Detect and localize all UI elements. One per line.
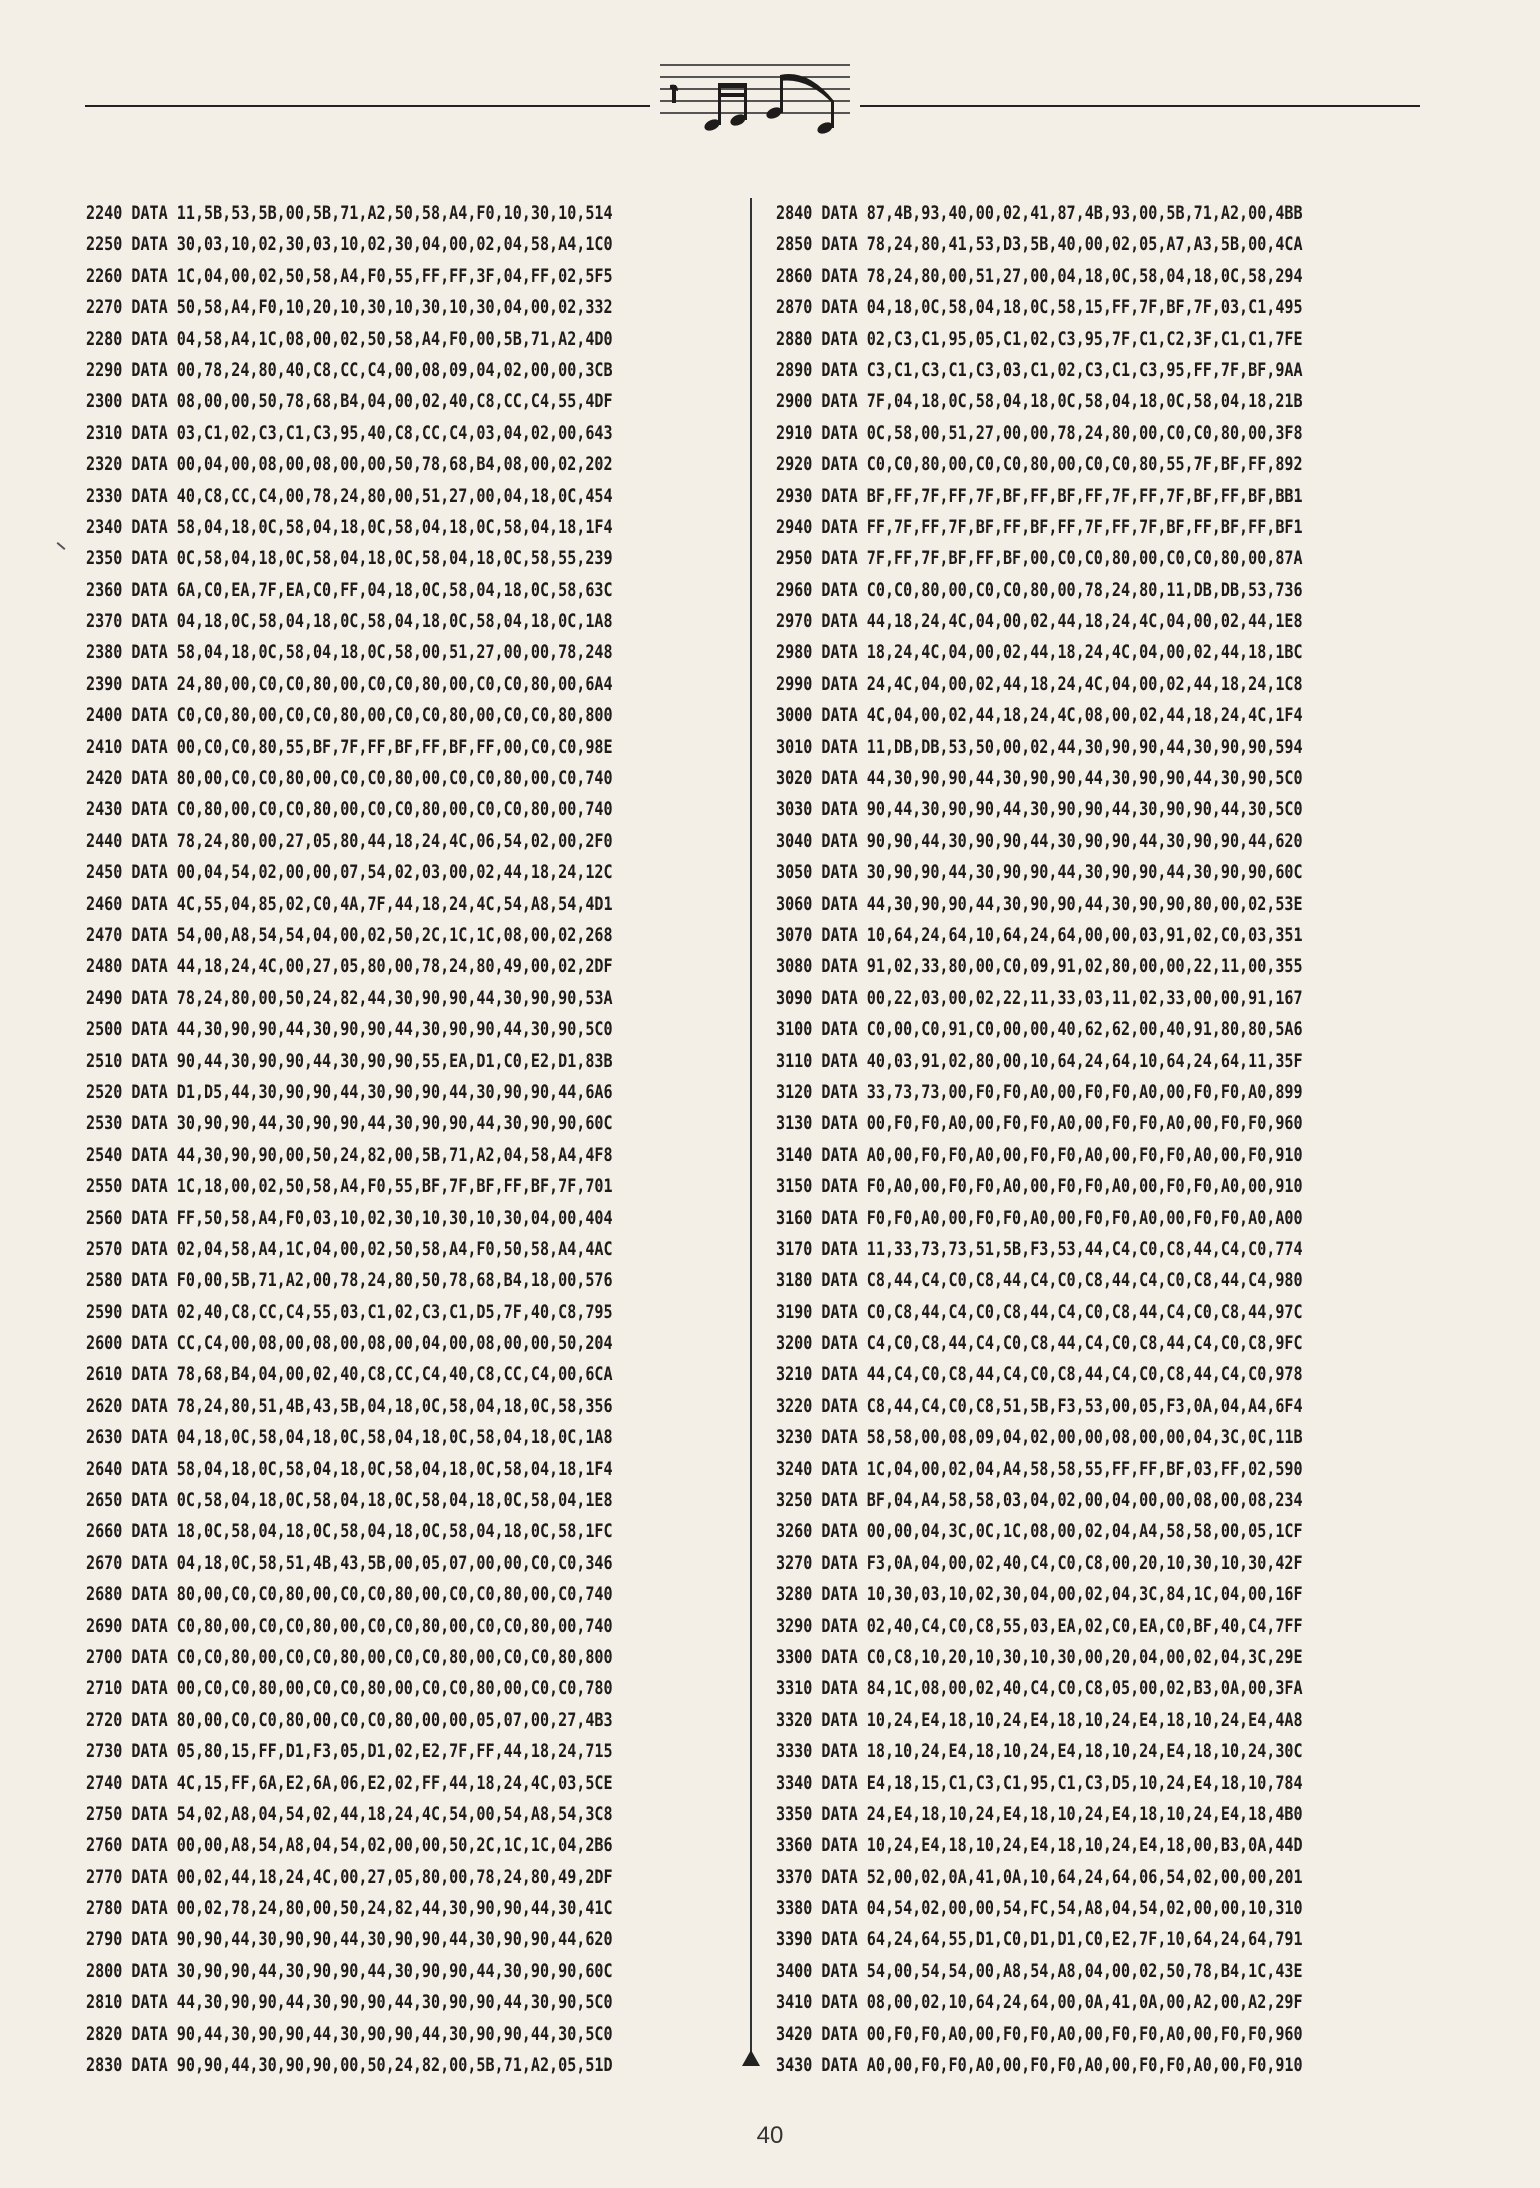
data-line: 3270 DATA F3,0A,04,00,02,40,C4,C0,C8,00,20,10,30,10,30,42F bbox=[776, 1552, 1303, 1574]
data-line: 2790 DATA 90,90,44,30,90,90,44,30,90,90,44,30,90,90,44,620 bbox=[86, 1929, 613, 1951]
data-line: 3220 DATA C8,44,C4,C0,C8,51,5B,F3,53,00,05,F3,0A,04,A4,6F4 bbox=[776, 1395, 1303, 1417]
data-line: 3210 DATA 44,C4,C0,C8,44,C4,C0,C8,44,C4,C0,C8,44,C4,C0,978 bbox=[776, 1364, 1303, 1386]
data-line: 3310 DATA 84,1C,08,00,02,40,C4,C0,C8,05,00,02,B3,0A,00,3FA bbox=[776, 1678, 1303, 1700]
page-header bbox=[0, 0, 1540, 150]
data-line: 2680 DATA 80,00,C0,C0,80,00,C0,C0,80,00,C0,C0,80,00,C0,740 bbox=[86, 1584, 613, 1606]
data-line: 3280 DATA 10,30,03,10,02,30,04,00,02,04,3C,84,1C,04,00,16F bbox=[776, 1584, 1303, 1606]
data-line: 2820 DATA 90,44,30,90,90,44,30,90,90,44,30,90,90,44,30,5C0 bbox=[86, 2023, 613, 2045]
data-line: 3010 DATA 11,DB,DB,53,50,00,02,44,30,90,90,44,30,90,90,594 bbox=[776, 736, 1303, 758]
data-line: 2730 DATA 05,80,15,FF,D1,F3,05,D1,02,E2,7F,FF,44,18,24,715 bbox=[86, 1741, 613, 1763]
data-line: 3350 DATA 24,E4,18,10,24,E4,18,10,24,E4,18,10,24,E4,18,4B0 bbox=[776, 1803, 1303, 1825]
data-line: 2660 DATA 18,0C,58,04,18,0C,58,04,18,0C,58,04,18,0C,58,1FC bbox=[86, 1521, 613, 1543]
data-line: 2810 DATA 44,30,90,90,44,30,90,90,44,30,90,90,44,30,90,5C0 bbox=[86, 1992, 613, 2014]
data-line: 2380 DATA 58,04,18,0C,58,04,18,0C,58,00,51,27,00,00,78,248 bbox=[86, 642, 613, 664]
data-line: 3020 DATA 44,30,90,90,44,30,90,90,44,30,90,90,44,30,90,5C0 bbox=[776, 768, 1303, 790]
data-line: 2950 DATA 7F,FF,7F,BF,FF,BF,00,C0,C0,80,00,C0,C0,80,00,87A bbox=[776, 548, 1303, 570]
data-line: 3260 DATA 00,00,04,3C,0C,1C,08,00,02,04,A4,58,58,00,05,1CF bbox=[776, 1521, 1303, 1543]
data-line: 2470 DATA 54,00,A8,54,54,04,00,02,50,2C,1C,1C,08,00,02,268 bbox=[86, 924, 613, 946]
data-line: 2290 DATA 00,78,24,80,40,C8,CC,C4,00,08,09,04,02,00,00,3CB bbox=[86, 359, 613, 381]
data-line: 3070 DATA 10,64,24,64,10,64,24,64,00,00,03,91,02,C0,03,351 bbox=[776, 924, 1303, 946]
data-line: 2530 DATA 30,90,90,44,30,90,90,44,30,90,90,44,30,90,90,60C bbox=[86, 1113, 613, 1135]
data-line: 2310 DATA 03,C1,02,C3,C1,C3,95,40,C8,CC,C4,03,04,02,00,643 bbox=[86, 422, 613, 444]
data-line: 2500 DATA 44,30,90,90,44,30,90,90,44,30,90,90,44,30,90,5C0 bbox=[86, 1019, 613, 1041]
data-line: 3430 DATA A0,00,F0,F0,A0,00,F0,F0,A0,00,F0,F0,A0,00,F0,910 bbox=[776, 2055, 1303, 2077]
data-line: 2710 DATA 00,C0,C0,80,00,C0,C0,80,00,C0,C0,80,00,C0,C0,780 bbox=[86, 1678, 613, 1700]
data-line: 2430 DATA C0,80,00,C0,C0,80,00,C0,C0,80,00,C0,C0,80,00,740 bbox=[86, 799, 613, 821]
data-line: 3200 DATA C4,C0,C8,44,C4,C0,C8,44,C4,C0,C8,44,C4,C0,C8,9FC bbox=[776, 1333, 1303, 1355]
data-line: 3120 DATA 33,73,73,00,F0,F0,A0,00,F0,F0,A0,00,F0,F0,A0,899 bbox=[776, 1081, 1303, 1103]
data-line: 2990 DATA 24,4C,04,00,02,44,18,24,4C,04,00,02,44,18,24,1C8 bbox=[776, 673, 1303, 695]
data-line: 3410 DATA 08,00,02,10,64,24,64,00,0A,41,0A,00,A2,00,A2,29F bbox=[776, 1992, 1303, 2014]
data-line: 2400 DATA C0,C0,80,00,C0,C0,80,00,C0,C0,80,00,C0,C0,80,800 bbox=[86, 705, 613, 727]
data-line: 3000 DATA 4C,04,00,02,44,18,24,4C,08,00,02,44,18,24,4C,1F4 bbox=[776, 705, 1303, 727]
data-line: 2410 DATA 00,C0,C0,80,55,BF,7F,FF,BF,FF,BF,FF,00,C0,C0,98E bbox=[86, 736, 613, 758]
data-line: 3420 DATA 00,F0,F0,A0,00,F0,F0,A0,00,F0,F0,A0,00,F0,F0,960 bbox=[776, 2023, 1303, 2045]
data-line: 3190 DATA C0,C8,44,C4,C0,C8,44,C4,C0,C8,44,C4,C0,C8,44,97C bbox=[776, 1301, 1303, 1323]
data-line: 3380 DATA 04,54,02,00,00,54,FC,54,A8,04,54,02,00,00,10,310 bbox=[776, 1898, 1303, 1920]
data-line: 3320 DATA 10,24,E4,18,10,24,E4,18,10,24,E4,18,10,24,E4,4A8 bbox=[776, 1709, 1303, 1731]
data-line: 3140 DATA A0,00,F0,F0,A0,00,F0,F0,A0,00,F0,F0,A0,00,F0,910 bbox=[776, 1144, 1303, 1166]
data-line: 3370 DATA 52,00,02,0A,41,0A,10,64,24,64,06,54,02,00,00,201 bbox=[776, 1866, 1303, 1888]
data-line: 2970 DATA 44,18,24,4C,04,00,02,44,18,24,4C,04,00,02,44,1E8 bbox=[776, 611, 1303, 633]
margin-mark bbox=[57, 542, 66, 550]
data-line: 2390 DATA 24,80,00,C0,C0,80,00,C0,C0,80,00,C0,C0,80,00,6A4 bbox=[86, 673, 613, 695]
data-line: 2890 DATA C3,C1,C3,C1,C3,03,C1,02,C3,C1,C3,95,FF,7F,BF,9AA bbox=[776, 359, 1303, 381]
data-line: 2930 DATA BF,FF,7F,FF,7F,BF,FF,BF,FF,7F,FF,7F,BF,FF,BF,BB1 bbox=[776, 485, 1303, 507]
data-line: 2860 DATA 78,24,80,00,51,27,00,04,18,0C,58,04,18,0C,58,294 bbox=[776, 265, 1303, 287]
data-line: 2720 DATA 80,00,C0,C0,80,00,C0,C0,80,00,00,05,07,00,27,4B3 bbox=[86, 1709, 613, 1731]
data-line: 2830 DATA 90,90,44,30,90,90,00,50,24,82,00,5B,71,A2,05,51D bbox=[86, 2055, 613, 2077]
data-line: 2280 DATA 04,58,A4,1C,08,00,02,50,58,A4,F0,00,5B,71,A2,4D0 bbox=[86, 328, 613, 350]
data-line: 3110 DATA 40,03,91,02,80,00,10,64,24,64,10,64,24,64,11,35F bbox=[776, 1050, 1303, 1072]
data-line: 2460 DATA 4C,55,04,85,02,C0,4A,7F,44,18,24,4C,54,A8,54,4D1 bbox=[86, 893, 613, 915]
data-line: 3090 DATA 00,22,03,00,02,22,11,33,03,11,02,33,00,00,91,167 bbox=[776, 987, 1303, 1009]
data-line: 2300 DATA 08,00,00,50,78,68,B4,04,00,02,40,C8,CC,C4,55,4DF bbox=[86, 391, 613, 413]
data-line: 2700 DATA C0,C0,80,00,C0,C0,80,00,C0,C0,80,00,C0,C0,80,800 bbox=[86, 1646, 613, 1668]
data-line: 2910 DATA 0C,58,00,51,27,00,00,78,24,80,00,C0,C0,80,00,3F8 bbox=[776, 422, 1303, 444]
data-line: 2980 DATA 18,24,4C,04,00,02,44,18,24,4C,04,00,02,44,18,1BC bbox=[776, 642, 1303, 664]
data-line: 2920 DATA C0,C0,80,00,C0,C0,80,00,C0,C0,80,55,7F,BF,FF,892 bbox=[776, 454, 1303, 476]
data-line: 3030 DATA 90,44,30,90,90,44,30,90,90,44,30,90,90,44,30,5C0 bbox=[776, 799, 1303, 821]
data-line: 2960 DATA C0,C0,80,00,C0,C0,80,00,78,24,80,11,DB,DB,53,736 bbox=[776, 579, 1303, 601]
data-line: 3050 DATA 30,90,90,44,30,90,90,44,30,90,90,44,30,90,90,60C bbox=[776, 862, 1303, 884]
data-line: 3290 DATA 02,40,C4,C0,C8,55,03,EA,02,C0,EA,C0,BF,40,C4,7FF bbox=[776, 1615, 1303, 1637]
data-line: 3360 DATA 10,24,E4,18,10,24,E4,18,10,24,E4,18,00,B3,0A,44D bbox=[776, 1835, 1303, 1857]
data-line: 2800 DATA 30,90,90,44,30,90,90,44,30,90,90,44,30,90,90,60C bbox=[86, 1960, 613, 1982]
data-line: 3170 DATA 11,33,73,73,51,5B,F3,53,44,C4,C0,C8,44,C4,C0,774 bbox=[776, 1238, 1303, 1260]
data-line: 2590 DATA 02,40,C8,CC,C4,55,03,C1,02,C3,C1,D5,7F,40,C8,795 bbox=[86, 1301, 613, 1323]
data-line: 2780 DATA 00,02,78,24,80,00,50,24,82,44,30,90,90,44,30,41C bbox=[86, 1898, 613, 1920]
data-line: 2540 DATA 44,30,90,90,00,50,24,82,00,5B,71,A2,04,58,A4,4F8 bbox=[86, 1144, 613, 1166]
data-line: 2330 DATA 40,C8,CC,C4,00,78,24,80,00,51,27,00,04,18,0C,454 bbox=[86, 485, 613, 507]
data-line: 3040 DATA 90,90,44,30,90,90,44,30,90,90,44,30,90,90,44,620 bbox=[776, 830, 1303, 852]
data-line: 2580 DATA F0,00,5B,71,A2,00,78,24,80,50,78,68,B4,18,00,576 bbox=[86, 1270, 613, 1292]
data-line: 2420 DATA 80,00,C0,C0,80,00,C0,C0,80,00,C0,C0,80,00,C0,740 bbox=[86, 768, 613, 790]
data-line: 2490 DATA 78,24,80,00,50,24,82,44,30,90,90,44,30,90,90,53A bbox=[86, 987, 613, 1009]
data-line: 2480 DATA 44,18,24,4C,00,27,05,80,00,78,24,80,49,00,02,2DF bbox=[86, 956, 613, 978]
data-line: 2440 DATA 78,24,80,00,27,05,80,44,18,24,4C,06,54,02,00,2F0 bbox=[86, 830, 613, 852]
right-data-column bbox=[776, 198, 1418, 2081]
data-line: 2270 DATA 50,58,A4,F0,10,20,10,30,10,30,10,30,04,00,02,332 bbox=[86, 297, 613, 319]
data-line: 2770 DATA 00,02,44,18,24,4C,00,27,05,80,00,78,24,80,49,2DF bbox=[86, 1866, 613, 1888]
data-line: 2840 DATA 87,4B,93,40,00,02,41,87,4B,93,00,5B,71,A2,00,4BB bbox=[776, 203, 1303, 224]
data-line: 2880 DATA 02,C3,C1,95,05,C1,02,C3,95,7F,C1,C2,3F,C1,C1,7FE bbox=[776, 328, 1303, 350]
data-line: 2260 DATA 1C,04,00,02,50,58,A4,F0,55,FF,FF,3F,04,FF,02,5F5 bbox=[86, 265, 613, 287]
data-line: 2760 DATA 00,00,A8,54,A8,04,54,02,00,00,50,2C,1C,1C,04,2B6 bbox=[86, 1835, 613, 1857]
data-line: 3340 DATA E4,18,15,C1,C3,C1,95,C1,C3,D5,10,24,E4,18,10,784 bbox=[776, 1772, 1303, 1794]
data-line: 3100 DATA C0,00,C0,91,C0,00,00,40,62,62,00,40,91,80,80,5A6 bbox=[776, 1019, 1303, 1041]
data-line: 2340 DATA 58,04,18,0C,58,04,18,0C,58,04,18,0C,58,04,18,1F4 bbox=[86, 516, 613, 538]
data-line: 2600 DATA CC,C4,00,08,00,08,00,08,00,04,00,08,00,00,50,204 bbox=[86, 1333, 613, 1355]
data-line: 2520 DATA D1,D5,44,30,90,90,44,30,90,90,44,30,90,90,44,6A6 bbox=[86, 1081, 613, 1103]
data-line: 2640 DATA 58,04,18,0C,58,04,18,0C,58,04,18,0C,58,04,18,1F4 bbox=[86, 1458, 613, 1480]
data-line: 2740 DATA 4C,15,FF,6A,E2,6A,06,E2,02,FF,44,18,24,4C,03,5CE bbox=[86, 1772, 613, 1794]
up-arrow-icon bbox=[742, 2050, 760, 2066]
column-divider bbox=[750, 198, 752, 2060]
data-line: 2610 DATA 78,68,B4,04,00,02,40,C8,CC,C4,40,C8,CC,C4,00,6CA bbox=[86, 1364, 613, 1386]
data-line: 2670 DATA 04,18,0C,58,51,4B,43,5B,00,05,07,00,00,C0,C0,346 bbox=[86, 1552, 613, 1574]
data-line: 2550 DATA 1C,18,00,02,50,58,A4,F0,55,BF,7F,BF,FF,BF,7F,701 bbox=[86, 1176, 613, 1198]
data-line: 2510 DATA 90,44,30,90,90,44,30,90,90,55,EA,D1,C0,E2,D1,83B bbox=[86, 1050, 613, 1072]
data-line: 3300 DATA C0,C8,10,20,10,30,10,30,00,20,04,00,02,04,3C,29E bbox=[776, 1646, 1303, 1668]
data-line: 3130 DATA 00,F0,F0,A0,00,F0,F0,A0,00,F0,F0,A0,00,F0,F0,960 bbox=[776, 1113, 1303, 1135]
data-line: 2350 DATA 0C,58,04,18,0C,58,04,18,0C,58,04,18,0C,58,55,239 bbox=[86, 548, 613, 570]
data-line: 2630 DATA 04,18,0C,58,04,18,0C,58,04,18,0C,58,04,18,0C,1A8 bbox=[86, 1427, 613, 1449]
data-line: 2900 DATA 7F,04,18,0C,58,04,18,0C,58,04,18,0C,58,04,18,21B bbox=[776, 391, 1303, 413]
data-line: 3180 DATA C8,44,C4,C0,C8,44,C4,C0,C8,44,C4,C0,C8,44,C4,980 bbox=[776, 1270, 1303, 1292]
data-line: 2650 DATA 0C,58,04,18,0C,58,04,18,0C,58,04,18,0C,58,04,1E8 bbox=[86, 1490, 613, 1512]
data-line: 3080 DATA 91,02,33,80,00,C0,09,91,02,80,00,00,22,11,00,355 bbox=[776, 956, 1303, 978]
data-line: 2370 DATA 04,18,0C,58,04,18,0C,58,04,18,0C,58,04,18,0C,1A8 bbox=[86, 611, 613, 633]
data-line: 2250 DATA 30,03,10,02,30,03,10,02,30,04,00,02,04,58,A4,1C0 bbox=[86, 234, 613, 256]
data-line: 2450 DATA 00,04,54,02,00,00,07,54,02,03,00,02,44,18,24,12C bbox=[86, 862, 613, 884]
data-line: 3250 DATA BF,04,A4,58,58,03,04,02,00,04,00,00,08,00,08,234 bbox=[776, 1490, 1303, 1512]
data-line: 3230 DATA 58,58,00,08,09,04,02,00,00,08,00,00,04,3C,0C,11B bbox=[776, 1427, 1303, 1449]
data-line: 2870 DATA 04,18,0C,58,04,18,0C,58,15,FF,7F,BF,7F,03,C1,495 bbox=[776, 297, 1303, 319]
music-notes-icon bbox=[650, 55, 860, 145]
data-line: 2850 DATA 78,24,80,41,53,D3,5B,40,00,02,05,A7,A3,5B,00,4CA bbox=[776, 234, 1303, 256]
data-line: 3390 DATA 64,24,64,55,D1,C0,D1,D1,C0,E2,7F,10,64,24,64,791 bbox=[776, 1929, 1303, 1951]
data-line: 2570 DATA 02,04,58,A4,1C,04,00,02,50,58,A4,F0,50,58,A4,4AC bbox=[86, 1238, 613, 1260]
data-line: 2620 DATA 78,24,80,51,4B,43,5B,04,18,0C,58,04,18,0C,58,356 bbox=[86, 1395, 613, 1417]
data-line: 3400 DATA 54,00,54,54,00,A8,54,A8,04,00,02,50,78,B4,1C,43E bbox=[776, 1960, 1303, 1982]
data-line: 2560 DATA FF,50,58,A4,F0,03,10,02,30,10,30,10,30,04,00,404 bbox=[86, 1207, 613, 1229]
data-line: 3060 DATA 44,30,90,90,44,30,90,90,44,30,90,90,80,00,02,53E bbox=[776, 893, 1303, 915]
data-line: 2240 DATA 11,5B,53,5B,00,5B,71,A2,50,58,A4,F0,10,30,10,514 bbox=[86, 203, 613, 224]
data-line: 3150 DATA F0,A0,00,F0,F0,A0,00,F0,F0,A0,00,F0,F0,A0,00,910 bbox=[776, 1176, 1303, 1198]
data-line: 2750 DATA 54,02,A8,04,54,02,44,18,24,4C,54,00,54,A8,54,3C8 bbox=[86, 1803, 613, 1825]
page-number: 40 bbox=[756, 2122, 784, 2149]
data-line: 3240 DATA 1C,04,00,02,04,A4,58,58,55,FF,FF,BF,03,FF,02,590 bbox=[776, 1458, 1303, 1480]
data-line: 2360 DATA 6A,C0,EA,7F,EA,C0,FF,04,18,0C,58,04,18,0C,58,63C bbox=[86, 579, 613, 601]
data-line: 3160 DATA F0,F0,A0,00,F0,F0,A0,00,F0,F0,A0,00,F0,F0,A0,A00 bbox=[776, 1207, 1303, 1229]
data-line: 2940 DATA FF,7F,FF,7F,BF,FF,BF,FF,7F,FF,7F,BF,FF,BF,FF,BF1 bbox=[776, 516, 1303, 538]
left-data-column bbox=[86, 198, 728, 2081]
data-line: 2690 DATA C0,80,00,C0,C0,80,00,C0,C0,80,00,C0,C0,80,00,740 bbox=[86, 1615, 613, 1637]
data-line: 3330 DATA 18,10,24,E4,18,10,24,E4,18,10,24,E4,18,10,24,30C bbox=[776, 1741, 1303, 1763]
data-line: 2320 DATA 00,04,00,08,00,08,00,00,50,78,68,B4,08,00,02,202 bbox=[86, 454, 613, 476]
